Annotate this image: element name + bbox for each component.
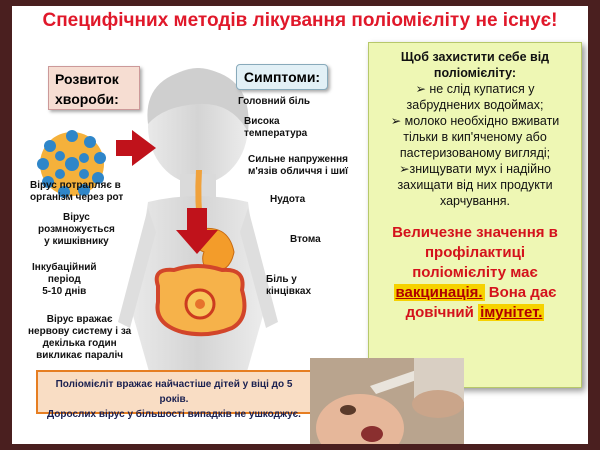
page-title: Специфічних методів лікування поліомієліту не існує! — [42, 10, 558, 31]
down-arrow-icon — [187, 208, 207, 232]
stage-multiplication: Вірус розмножується у кишківнику — [38, 212, 115, 247]
symptom-headache: Головний біль — [238, 96, 311, 107]
prevention-rule-2: ➢ молоко необхідно вживати тільки в кип'яченому або пастеризованому вигляді; — [390, 114, 560, 160]
vaccination-photo — [310, 358, 464, 444]
symptoms-label: Симптоми: — [236, 64, 328, 90]
symptom-fatigue: Втома — [290, 234, 321, 245]
symptom-limb-pain: Біль у кінцівках — [266, 274, 312, 297]
symptom-nausea: Нудота — [270, 194, 306, 205]
slide — [12, 6, 588, 444]
vaccination-emphasis: Величезне значення в профілактиці поліомієліту має вакцинація. Вона дає довічний імунітет. — [392, 224, 558, 321]
symptom-fever: Висока температура — [244, 116, 308, 139]
immunity-highlight: імунітет. — [480, 304, 543, 321]
stage-infection: Вірус потрапляє в організм через рот — [30, 180, 124, 203]
prevention-panel: Щоб захистити себе від поліомієліту: ➢ не слід купатися у забруднених водоймах; ➢ молоко необхідно вживати тільки в кип'яченому або пастеризованому вигляді; ➢знищувати мух і надійно захищати від них продукти харчування. Величезне значення в профілактиці поліомієліту має вакцинація. Вона дає довічний імунітет. — [368, 42, 582, 388]
prevention-rule-3: ➢знищувати мух і надійно захищати від них продукти харчування. — [397, 162, 553, 208]
stage-paralysis: Вірус вражає нервову систему і за декілька годин викликає параліч — [28, 314, 132, 361]
right-arrow-icon — [116, 130, 156, 166]
stage-incubation: Інкубаційний період 5-10 днів — [32, 262, 97, 297]
development-label: Розвиток хвороби: — [48, 66, 140, 110]
vaccination-highlight: вакцинація. — [395, 284, 483, 301]
child-illustration — [112, 62, 362, 382]
age-note: Поліомієліт вражає найчастіше дітей у віці до 5 років. Дорослих вірус у більшості випадків не ушкоджує. — [36, 370, 312, 414]
prevention-rule-1: ➢ не слід купатися у забруднених водоймах; — [406, 82, 544, 112]
symptom-muscle-tension: Сильне напруження м'язів обличчя і шиї — [248, 154, 348, 177]
